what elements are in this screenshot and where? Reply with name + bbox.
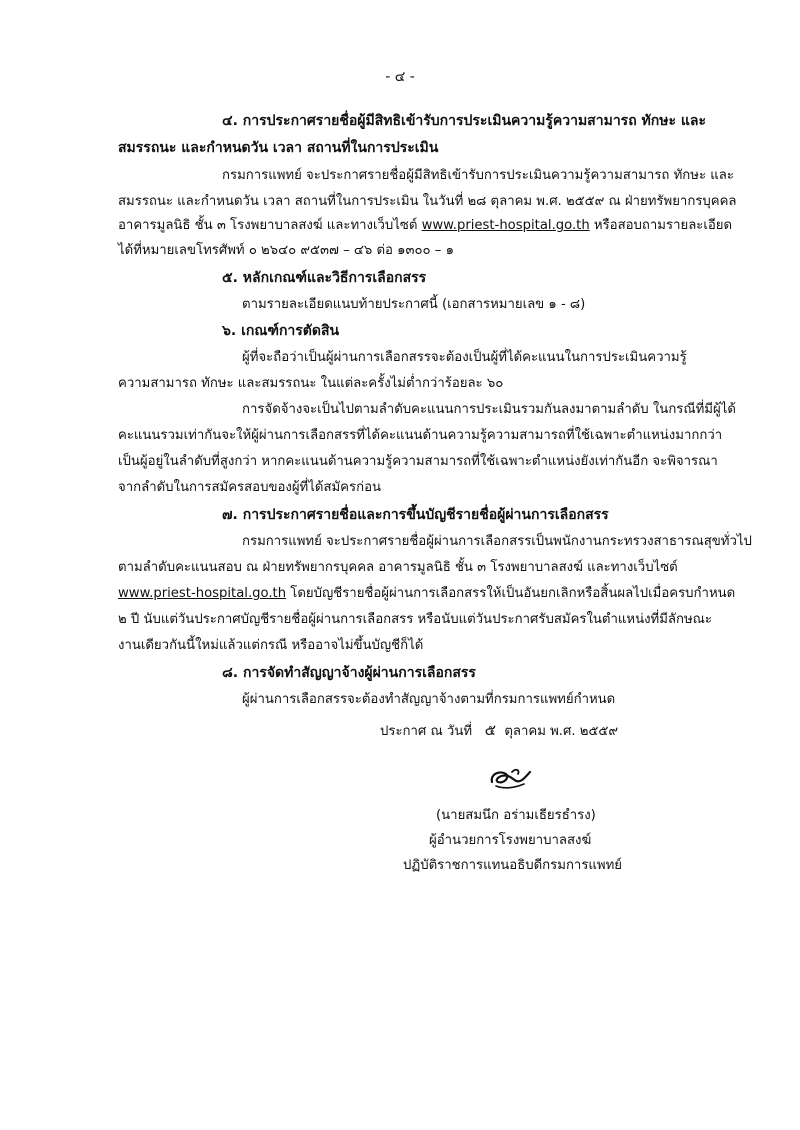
section-6-line-4: คะแนนรวมเท่ากันจะให้ผู้ผ่านการเลือกสรรที่ได้คะแนนด้านความรู้ความสามารถที่ใช้เฉพาะตำแหน่งมากกว่า <box>118 428 723 443</box>
section-7-line-1: กรมการแพทย์ จะประกาศรายชื่อผู้ผ่านการเลือกสรรเป็นพนักงานกระทรวงสาธารณสุขทั่วไป <box>242 534 752 549</box>
section-7-line-3 <box>118 580 735 607</box>
section-6-line-1: ผู้ที่จะถือว่าเป็นผู้ผ่านการเลือกสรรจะต้องเป็นผู้ที่ได้คะแนนในการประเมินความรู้ <box>242 350 687 365</box>
announcement-prefix: ประกาศ ณ วันที่ <box>380 724 473 739</box>
section-4-line-3 <box>118 212 732 239</box>
section-4-line-3-text: อาคารมูลนิธิ ชั้น ๓ โรงพยาบาลสงฆ์ และทางเว็บไซต์ <box>118 218 422 233</box>
section-7-line-5: งานเดียวกันนี้ใหม่แล้วแต่กรณี หรืออาจไม่ขึ้นบัญชีก็ได้ <box>118 638 424 653</box>
section-6-heading: ๖. เกณฑ์การตัดสิน <box>222 323 340 339</box>
section-4-line-1: กรมการแพทย์ จะประกาศรายชื่อผู้มีสิทธิเข้ารับการประเมินความรู้ความสามารถ ทักษะ และ <box>222 168 734 183</box>
section-6-line-5: เป็นผู้อยู่ในลำดับที่สูงกว่า หากคะแนนด้านความรู้ความสามารถที่ใช้เฉพาะตำแหน่งยังเท่ากันอีก จะพิจารณา <box>118 454 718 469</box>
section-7-line-4: ๒ ปี นับแต่วันประกาศบัญชีรายชื่อผู้ผ่านการเลือกสรร หรือนับแต่วันประกาศรับสมัครในตำแหน่งที่มีลักษณะ <box>118 612 713 627</box>
section-7-heading: ๗. การประกาศรายชื่อและการขึ้นบัญชีรายชื่อผู้ผ่านการเลือกสรร <box>222 507 609 523</box>
section-5-heading: ๕. หลักเกณฑ์และวิธีการเลือกสรร <box>222 270 427 286</box>
section-8-line-1: ผู้ผ่านการเลือกสรรจะต้องทำสัญญาจ้างตามที่กรมการแพทย์กำหนด <box>242 692 616 707</box>
page-number: - ๔ - <box>385 69 415 85</box>
section-4-heading-line-1: ๔. การประกาศรายชื่อผู้มีสิทธิเข้ารับการประเมินความรู้ความสามารถ ทักษะ และ <box>222 113 706 129</box>
section-4-line-4: ได้ที่หมายเลขโทรศัพท์ ๐ ๒๖๔๐ ๙๕๓๗ – ๔๖ ต่อ ๑๓๐๐ – ๑ <box>118 243 454 258</box>
section-4-heading-line-2: สมรรถนะ และกำหนดวัน เวลา สถานที่ในการประเมิน <box>118 140 439 156</box>
section-4-line-2: สมรรถนะ และกำหนดวัน เวลา สถานที่ในการประเมิน ในวันที่ ๒๘ ตุลาคม พ.ศ. ๒๕๕๙ ณ ฝ่ายทรัพยากรบุคคล <box>118 194 737 209</box>
signature-image <box>486 764 532 792</box>
section-8-heading: ๘. การจัดทำสัญญาจ้างผู้ผ่านการเลือกสรร <box>222 665 476 681</box>
signer-acting-on-behalf: ปฏิบัติราชการแทนอธิบดีกรมการแพทย์ <box>403 858 623 873</box>
website-link[interactable]: www.priest-hospital.go.th <box>421 218 590 233</box>
section-7-line-3-tail: โดยบัญชีรายชื่อผู้ผ่านการเลือกสรรให้เป็นอันยกเลิกหรือสิ้นผลไปเมื่อครบกำหนด <box>286 586 736 601</box>
section-7-line-2: ตามลำดับคะแนนสอบ ณ ฝ่ายทรัพยากรบุคคล อาคารมูลนิธิ ชั้น ๓ โรงพยาบาลสงฆ์ และทางเว็บไซต์ <box>118 560 678 575</box>
announcement-date <box>380 717 618 745</box>
announcement-day: ๕ <box>484 721 496 739</box>
section-4-line-3-tail: หรือสอบถามรายละเอียด <box>589 218 733 233</box>
section-6-line-3: การจัดจ้างจะเป็นไปตามลำดับคะแนนการประเมินรวมกันลงมาตามลำดับ ในกรณีที่มีผู้ได้ <box>242 402 736 417</box>
section-5-line-1: ตามรายละเอียดแนบท้ายประกาศนี้ (เอกสารหมายเลข ๑ - ๘) <box>242 297 586 312</box>
section-6-line-2: ความสามารถ ทักษะ และสมรรถนะ ในแต่ละครั้งไม่ต่ำกว่าร้อยละ ๖๐ <box>118 376 504 391</box>
signer-title: ผู้อำนวยการโรงพยาบาลสงฆ์ <box>429 833 592 848</box>
website-link[interactable]: www.priest-hospital.go.th <box>118 586 287 601</box>
signer-name: (นายสมนึก อร่ามเธียรธำรง) <box>436 808 596 823</box>
section-6-line-6: จากลำดับในการสมัครสอบของผู้ที่ได้สมัครก่อน <box>118 480 382 495</box>
announcement-month-year: ตุลาคม พ.ศ. ๒๕๕๙ <box>504 724 619 739</box>
